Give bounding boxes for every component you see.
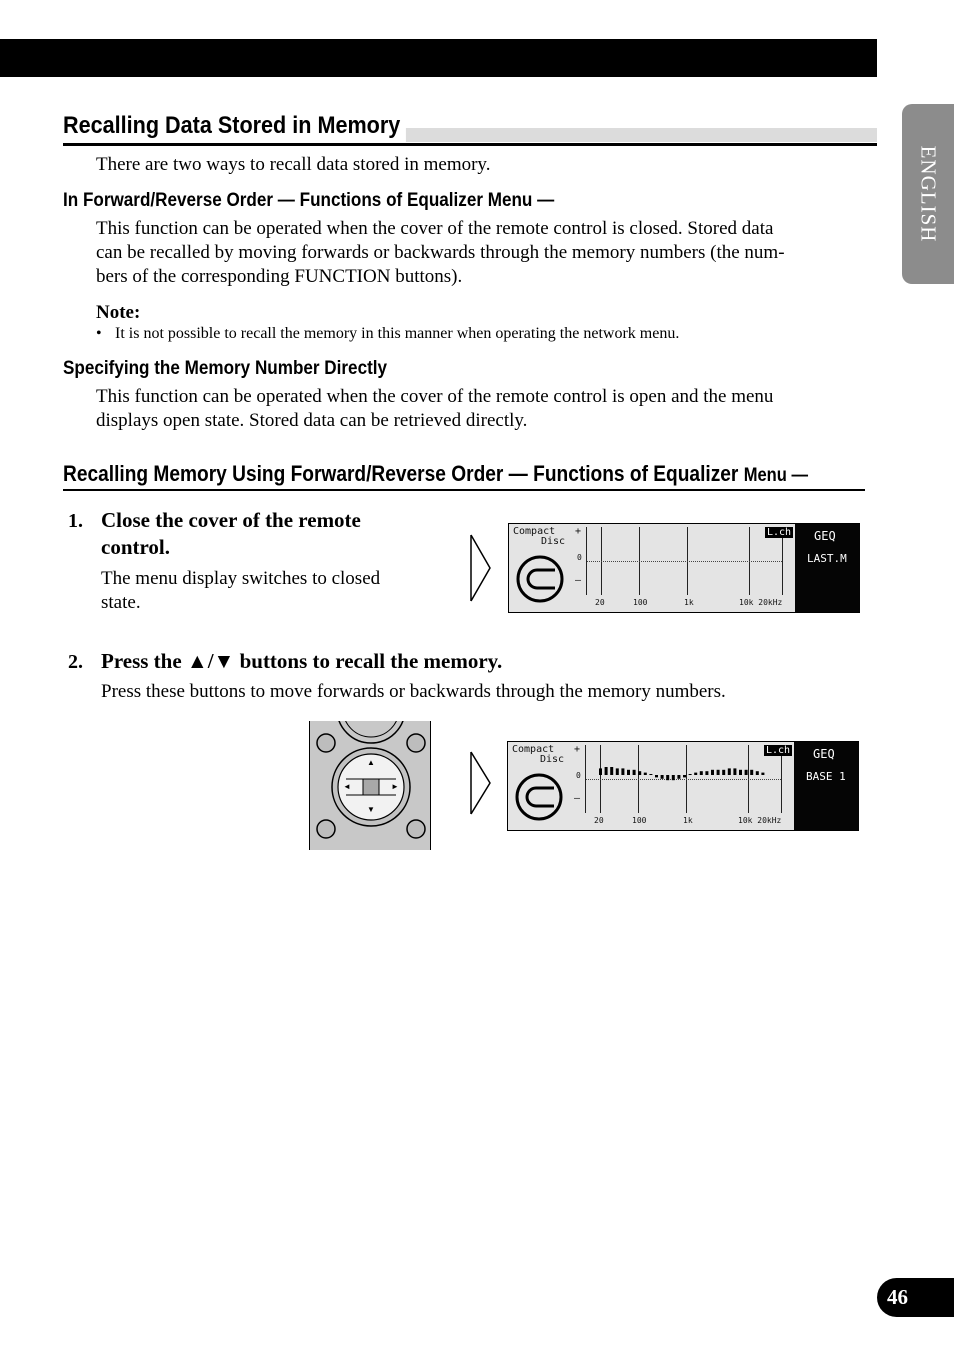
remote-buttons-graphic xyxy=(310,721,431,850)
eq-band-bar xyxy=(739,770,742,775)
section2-title: Recalling Memory Using Forward/Reverse Order — Functions of Equalizer Menu — xyxy=(63,461,808,486)
eq-band-bar xyxy=(661,775,664,779)
lcd-display-closed: Compact Disc + 0 – L.ch 20 100 1k 10k 20kHz GEQ LAST.M xyxy=(508,523,860,613)
lcd-menu-panel: GEQ BASE 1 xyxy=(794,742,859,830)
channel-badge: L.ch xyxy=(767,527,792,538)
eq-band-bar xyxy=(694,773,697,775)
eq-band-bar xyxy=(610,767,613,775)
eq-band-bar xyxy=(605,767,608,775)
note-text: It is not possible to recall the memory in this manner when operating the network menu. xyxy=(115,325,680,342)
arrow-right-icon xyxy=(468,750,494,816)
eq-band-bar xyxy=(627,770,630,775)
right-arrow-icon[interactable]: ► xyxy=(391,782,399,791)
eq-band-bar xyxy=(599,768,602,775)
eq-band-bar xyxy=(717,770,720,775)
down-arrow-icon[interactable]: ▼ xyxy=(367,805,375,814)
channel-badge: L.ch xyxy=(766,745,791,756)
language-tab xyxy=(902,104,954,284)
eq-band-bar xyxy=(672,775,675,780)
eq-band-bar xyxy=(700,771,703,775)
subheading-forward-reverse: In Forward/Reverse Order — Functions of Equalizer Menu — xyxy=(63,190,555,211)
eq-band-bar xyxy=(728,768,731,775)
eq-band-bar xyxy=(677,775,680,779)
eq-band-bar xyxy=(616,768,619,775)
arrow-right-icon xyxy=(468,533,494,603)
eq-grid xyxy=(586,527,783,595)
lcd-display-recalled: Compact Disc + 0 – L.ch 20 100 1k 10k 20kHz GEQ BASE 1 xyxy=(507,741,859,831)
eq-band-bar xyxy=(750,770,753,775)
eq-band-bar xyxy=(689,774,692,775)
step2-description: Press these buttons to move forwards or backwards through the memory numbers. xyxy=(101,681,726,702)
eq-band-bar xyxy=(705,771,708,775)
header-bar xyxy=(0,39,877,77)
lcd-menu-panel: GEQ LAST.M xyxy=(795,524,860,612)
eq-band-bar xyxy=(683,775,686,777)
eq-band-bar xyxy=(745,770,748,775)
section-heading-forward-reverse xyxy=(63,460,865,492)
eq-band-bar xyxy=(655,775,658,777)
note-bullet: • xyxy=(96,325,102,342)
eq-band-bar xyxy=(621,768,624,775)
left-arrow-icon[interactable]: ◄ xyxy=(343,782,351,791)
eq-curve-bars xyxy=(596,750,778,810)
intro-text: There are two ways to recall data stored in memory. xyxy=(96,154,491,175)
up-arrow-icon[interactable]: ▲ xyxy=(367,758,375,767)
direct-paragraph: This function can be operated when the cover of the remote control is open and the menu displays open state. Stored data can be retrieved directly. xyxy=(96,386,774,431)
eq-band-bar xyxy=(756,771,759,775)
step1-title: Close the cover of the remote control. xyxy=(101,508,361,559)
step1-description: The menu display switches to closed state. xyxy=(101,568,381,613)
page-number: 46 xyxy=(877,1278,954,1317)
eq-band-bar xyxy=(633,770,636,775)
eq-band-bar xyxy=(733,768,736,775)
disc-icon xyxy=(514,772,570,822)
disc-icon xyxy=(515,554,571,604)
section-title: Recalling Data Stored in Memory xyxy=(63,110,406,142)
eq-band-bar xyxy=(711,770,714,775)
eq-band-bar xyxy=(761,773,764,775)
section-heading-recalling-data xyxy=(63,110,877,147)
eq-band-bar xyxy=(649,774,652,775)
language-tab-label: ENGLISH xyxy=(916,145,941,243)
step1-number: 1. xyxy=(68,510,83,532)
subheading-direct: Specifying the Memory Number Directly xyxy=(63,358,388,379)
eq-band-bar xyxy=(644,773,647,775)
step2-number: 2. xyxy=(68,651,83,673)
step2-title: Press the ▲/▼ buttons to recall the memory. xyxy=(101,649,503,673)
eq-band-bar xyxy=(638,771,641,775)
eq-band-bar xyxy=(666,775,669,780)
eq-band-bar xyxy=(722,770,725,775)
remote-control-illustration xyxy=(309,721,431,850)
note-label: Note: xyxy=(96,302,141,323)
forward-reverse-paragraph: This function can be operated when the cover of the remote control is closed. Stored data can be recalled by moving forwards or backwards through the memory numbers (the num- bers of the corresponding FUNCTION buttons). xyxy=(96,218,785,287)
